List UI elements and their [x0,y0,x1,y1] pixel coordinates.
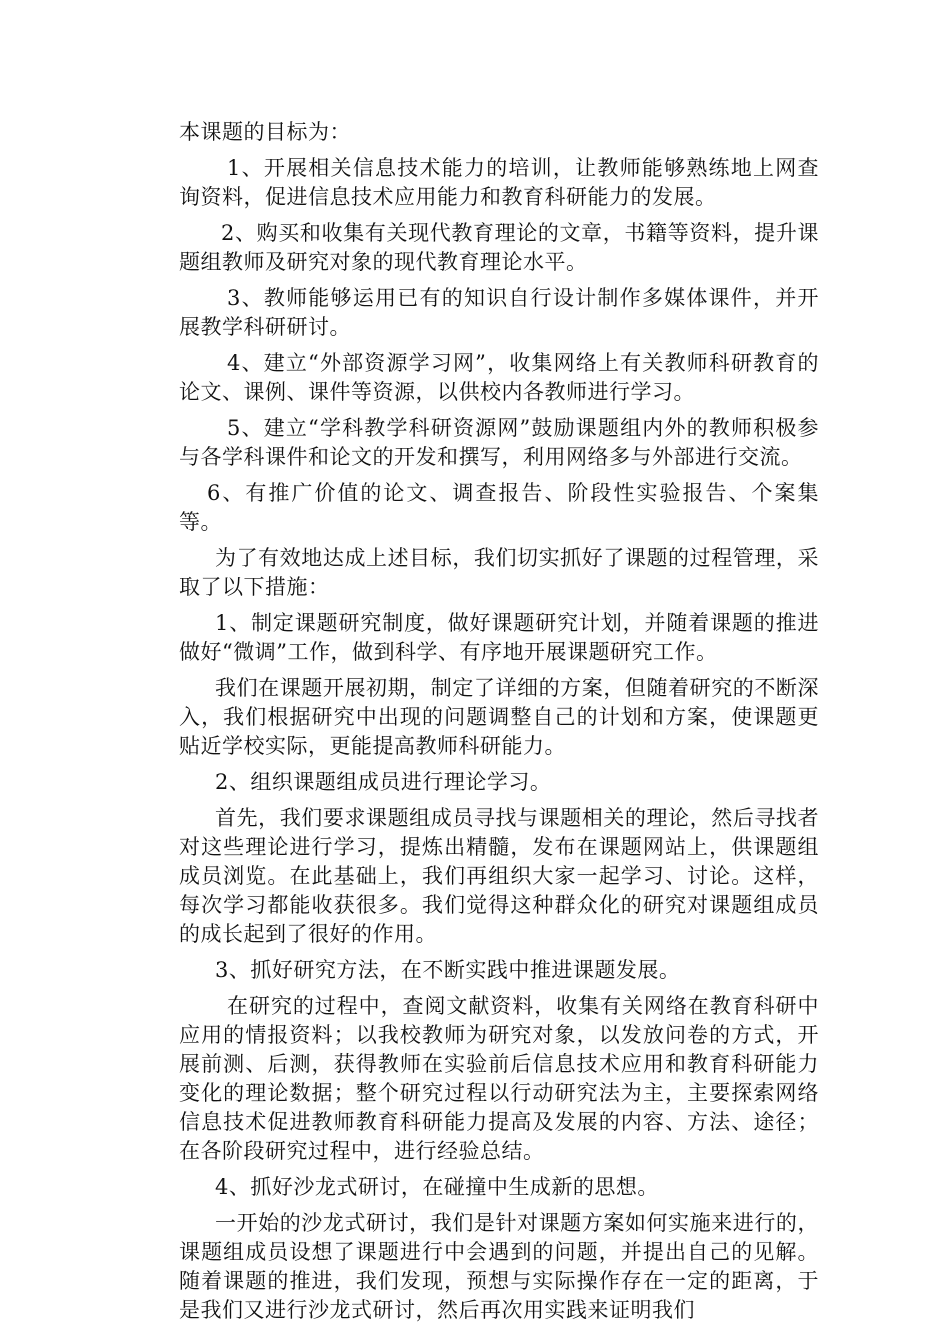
intro-heading: 本课题的目标为： [179,120,351,144]
document-body [179,118,819,1332]
goal-paragraph-4: 4、建立“外部资源学习网”，收集网络上有关教师科研教育的论文、课例、课件等资源，以供校内各教师进行学习。 [179,351,819,404]
measure-1-body: 我们在课题开展初期，制定了详细的方案，但随着研究的不断深入，我们根据研究中出现的问题调整自己的计划和方案，使课题更贴近学校实际，更能提高教师科研能力。 [179,676,819,758]
measure-3-heading: 3、抓好研究方法，在不断实践中推进课题发展。 [215,958,681,982]
measure-2-body: 首先，我们要求课题组成员寻找与课题相关的理论，然后寻找者对这些理论进行学习，提炼出精髓，发布在课题网站上，供课题组成员浏览。在此基础上，我们再组织大家一起学习、讨论。这样，每次学习都能收获很多。我们觉得这种群众化的研究对课题组成员的成长起到了很好的作用。 [179,806,819,946]
goal-paragraph-5: 5、建立“学科教学科研资源网”鼓励课题组内外的教师积极参与各学科课件和论文的开发和撰写，利用网络多与外部进行交流。 [179,416,819,469]
measure-3-body: 在研究的过程中，查阅文献资料，收集有关网络在教育科研中应用的情报资料；以我校教师为研究对象，以发放问卷的方式，开展前测、后测，获得教师在实验前后信息技术应用和教育科研能力变化的理论数据；整个研究过程以行动研究法为主，主要探索网络信息技术促进教师教育科研能力提高及发展的内容、方法、途径；在各阶段研究过程中，进行经验总结。 [179,994,819,1163]
measure-4-heading: 4、抓好沙龙式研讨，在碰撞中生成新的思想。 [215,1175,659,1199]
measures-intro-paragraph: 为了有效地达成上述目标，我们切实抓好了课题的过程管理，采取了以下措施： [179,546,819,599]
measure-1-heading: 1、制定课题研究制度，做好课题研究计划，并随着课题的推进做好“微调”工作，做到科学、有序地开展课题研究工作。 [179,611,819,664]
goal-paragraph-1: 1、开展相关信息技术能力的培训，让教师能够熟练地上网查询资料，促进信息技术应用能力和教育科研能力的发展。 [179,156,819,209]
goal-paragraph-6: 6、有推广价值的论文、调查报告、阶段性实验报告、个案集等。 [179,481,819,534]
measure-4-body: 一开始的沙龙式研讨，我们是针对课题方案如何实施来进行的，课题组成员设想了课题进行中会遇到的问题，并提出自己的见解。随着课题的推进，我们发现，预想与实际操作存在一定的距离，于是我们又进行沙龙式研讨，然后再次用实践来证明我们 [179,1211,819,1322]
goal-paragraph-3: 3、教师能够运用已有的知识自行设计制作多媒体课件，并开展教学科研研讨。 [179,286,819,339]
goal-paragraph-2: 2、购买和收集有关现代教育理论的文章，书籍等资料，提升课题组教师及研究对象的现代教育理论水平。 [179,221,819,274]
measure-2-heading: 2、组织课题组成员进行理论学习。 [215,770,552,794]
